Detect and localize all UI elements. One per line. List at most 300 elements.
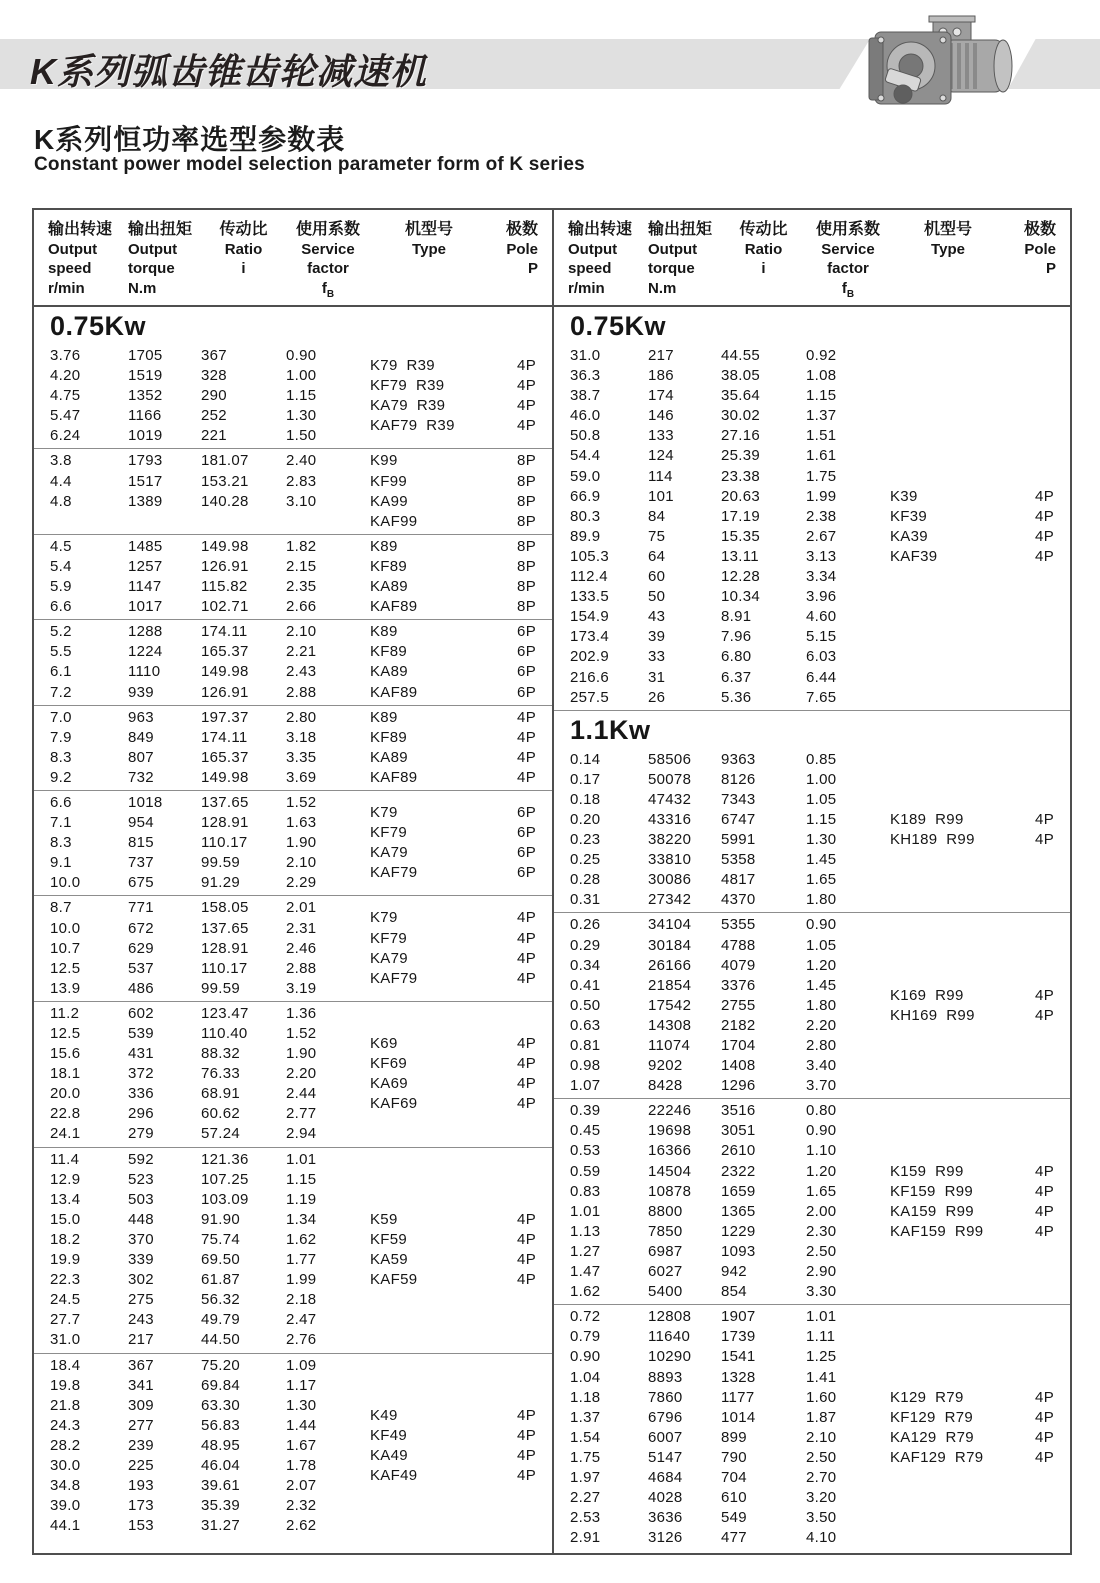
value-ratio: 44.50 — [201, 1331, 241, 1349]
value-factor: 2.77 — [286, 1105, 317, 1123]
value-ratio: 149.98 — [201, 663, 249, 681]
value-torque: 279 — [128, 1125, 154, 1143]
value-torque: 1017 — [128, 598, 163, 616]
value-ratio: 128.91 — [201, 939, 249, 957]
value-factor: 1.20 — [806, 1162, 837, 1180]
value-ratio: 1014 — [721, 1408, 756, 1426]
value-factor: 2.50 — [806, 1448, 837, 1466]
value-factor: 1.15 — [806, 810, 837, 828]
section-title: 1.1Kw — [570, 714, 651, 745]
value-factor: 2.20 — [286, 1065, 317, 1083]
value-ratio: 137.65 — [201, 793, 249, 811]
value-ratio: 110.17 — [201, 834, 248, 852]
type-entry — [370, 1250, 552, 1270]
value-torque: 629 — [128, 939, 154, 957]
pole-value: 4P — [517, 1035, 536, 1053]
pole-value: 4P — [1035, 1388, 1054, 1406]
value-speed: 1.54 — [570, 1428, 601, 1446]
type-name: KF79 — [370, 929, 408, 947]
type-entry — [370, 843, 552, 863]
factor-f: f — [841, 279, 847, 297]
type-name: KF79 R39 — [370, 377, 445, 395]
value-ratio: 75.74 — [201, 1230, 241, 1248]
column-torque — [648, 1307, 721, 1548]
type-name: KF79 — [370, 824, 408, 842]
column-factor — [806, 915, 890, 1096]
value-torque: 43316 — [648, 810, 692, 828]
value-factor: 1.15 — [806, 387, 837, 405]
header-ratio-line: Ratio — [744, 240, 783, 258]
value-torque: 3636 — [648, 1509, 683, 1527]
type-name: KAF129 R79 — [890, 1448, 984, 1466]
value-speed: 1.47 — [570, 1263, 601, 1281]
value-factor: 2.20 — [806, 1016, 837, 1034]
type-entry — [370, 1406, 552, 1426]
table-left-half — [34, 210, 552, 1553]
parameter-block — [34, 705, 552, 790]
value-factor: 3.13 — [806, 547, 837, 565]
column-speed — [34, 708, 128, 788]
value-factor: 2.46 — [286, 939, 317, 957]
value-torque: 954 — [128, 814, 154, 832]
value-torque: 39 — [648, 628, 666, 646]
column-factor — [286, 793, 370, 893]
value-torque: 1352 — [128, 387, 163, 405]
value-speed: 28.2 — [50, 1436, 81, 1454]
value-ratio: 3516 — [721, 1102, 756, 1120]
type-name: KF129 R79 — [890, 1408, 974, 1426]
type-name: K169 R99 — [890, 986, 964, 1004]
value-ratio: 76.33 — [201, 1065, 241, 1083]
value-ratio: 57.24 — [201, 1125, 241, 1143]
type-name: KA79 — [370, 844, 408, 862]
value-ratio: 158.05 — [201, 899, 249, 917]
value-factor: 2.83 — [286, 472, 317, 490]
value-speed: 0.98 — [570, 1057, 601, 1075]
column-factor — [806, 750, 890, 911]
value-factor: 2.32 — [286, 1497, 317, 1515]
column-torque — [128, 793, 201, 893]
header-speed-line: Output — [568, 240, 618, 258]
value-factor: 1.20 — [806, 956, 837, 974]
pole-value: 4P — [517, 1055, 536, 1073]
type-entry — [370, 803, 552, 823]
pole-value: 4P — [1035, 1408, 1054, 1426]
parameter-block — [34, 1001, 552, 1147]
header-factor-line: Service — [301, 240, 355, 258]
value-ratio: 149.98 — [201, 768, 249, 786]
value-ratio: 5358 — [721, 851, 756, 869]
value-ratio: 899 — [721, 1428, 747, 1446]
header-type-line: Type — [931, 240, 965, 258]
column-speed — [554, 750, 648, 911]
type-column — [370, 346, 552, 446]
value-ratio: 6.37 — [721, 668, 752, 686]
header-pole-line: Pole — [506, 240, 538, 258]
value-torque: 602 — [128, 1004, 154, 1022]
pole-value: 6P — [517, 844, 536, 862]
value-speed: 22.8 — [50, 1105, 81, 1123]
value-factor: 1.00 — [806, 770, 837, 788]
column-speed — [554, 915, 648, 1096]
pole-value: 6P — [517, 683, 536, 701]
value-ratio: 1229 — [721, 1222, 756, 1240]
value-ratio: 2755 — [721, 996, 756, 1014]
column-ratio — [201, 1004, 286, 1145]
header-pole — [1006, 220, 1070, 305]
value-ratio: 56.32 — [201, 1291, 241, 1309]
value-ratio: 61.87 — [201, 1271, 241, 1289]
column-speed — [34, 451, 128, 531]
type-name: KA129 R79 — [890, 1428, 974, 1446]
value-factor: 1.30 — [286, 407, 317, 425]
header-ratio-line: Ratio — [224, 240, 263, 258]
value-speed: 0.26 — [570, 916, 601, 934]
value-speed: 257.5 — [570, 688, 610, 706]
value-speed: 7.9 — [50, 728, 72, 746]
value-factor: 2.62 — [286, 1517, 317, 1535]
value-speed: 13.9 — [50, 979, 81, 997]
value-factor: 1.30 — [286, 1396, 317, 1414]
value-factor: 2.70 — [806, 1468, 837, 1486]
column-factor — [286, 537, 370, 617]
header-type-line: 机型号 — [923, 221, 972, 238]
value-factor: 3.35 — [286, 748, 317, 766]
value-factor: 1.65 — [806, 871, 837, 889]
type-name: KF49 — [370, 1426, 408, 1444]
header-speed-line: r/min — [48, 279, 85, 297]
value-ratio: 1704 — [721, 1037, 756, 1054]
value-ratio: 4079 — [721, 956, 756, 974]
value-ratio: 221 — [201, 427, 227, 445]
column-speed — [34, 898, 128, 998]
type-entry — [890, 547, 1070, 567]
value-torque: 503 — [128, 1190, 154, 1208]
column-factor — [286, 898, 370, 998]
value-torque: 939 — [128, 683, 154, 701]
type-entry — [370, 1074, 552, 1094]
value-factor: 3.34 — [806, 568, 837, 586]
value-torque: 84 — [648, 507, 666, 525]
type-entry — [890, 1448, 1070, 1468]
type-entry — [370, 557, 552, 577]
column-torque — [128, 1356, 201, 1537]
value-factor: 2.44 — [286, 1085, 317, 1103]
value-factor: 2.67 — [806, 527, 837, 545]
type-entry — [370, 1094, 552, 1114]
pole-value: 8P — [517, 537, 536, 555]
value-ratio: 174.11 — [201, 623, 248, 641]
type-entry — [370, 949, 552, 969]
value-torque: 4684 — [648, 1468, 683, 1486]
value-torque: 30086 — [648, 871, 692, 889]
value-speed: 5.2 — [50, 623, 72, 641]
type-column — [370, 1356, 552, 1537]
value-torque: 193 — [128, 1477, 154, 1495]
value-torque: 672 — [128, 919, 154, 937]
column-ratio — [201, 537, 286, 617]
value-torque: 1019 — [128, 427, 163, 445]
type-entry — [890, 1222, 1070, 1242]
value-speed: 5.9 — [50, 578, 72, 596]
value-torque: 11640 — [648, 1328, 691, 1346]
value-factor: 2.43 — [286, 663, 317, 681]
type-entry — [370, 662, 552, 682]
type-entry — [370, 472, 552, 492]
value-torque: 33 — [648, 648, 666, 666]
value-factor: 2.18 — [286, 1291, 317, 1309]
value-factor: 2.35 — [286, 578, 317, 596]
value-ratio: 99.59 — [201, 854, 241, 872]
header-speed-line: 输出转速 — [568, 221, 633, 238]
value-speed: 0.72 — [570, 1308, 601, 1326]
value-torque: 1018 — [128, 793, 163, 811]
value-speed: 9.1 — [50, 854, 72, 872]
pole-value: 4P — [1035, 507, 1054, 525]
type-name: KH189 R99 — [890, 831, 975, 849]
value-factor: 4.10 — [806, 1529, 837, 1547]
value-speed: 1.18 — [570, 1388, 601, 1406]
pole-value: 4P — [517, 728, 536, 746]
type-name: KAF39 — [890, 547, 938, 565]
value-speed: 8.7 — [50, 899, 72, 917]
type-name: K89 — [370, 623, 398, 641]
value-speed: 27.7 — [50, 1311, 81, 1329]
header-ratio — [201, 220, 286, 305]
value-factor: 1.10 — [806, 1142, 837, 1160]
value-torque: 114 — [648, 467, 673, 485]
value-factor: 3.18 — [286, 728, 317, 746]
value-torque: 732 — [128, 768, 154, 786]
value-torque: 372 — [128, 1065, 154, 1083]
value-speed: 1.75 — [570, 1448, 601, 1466]
value-torque: 1224 — [128, 643, 163, 661]
value-factor: 2.94 — [286, 1125, 317, 1143]
value-speed: 30.0 — [50, 1456, 81, 1474]
header-torque — [648, 220, 721, 305]
value-factor: 3.40 — [806, 1057, 837, 1075]
value-speed: 12.5 — [50, 959, 81, 977]
type-name: K89 — [370, 708, 398, 726]
value-torque: 217 — [648, 347, 674, 364]
value-speed: 6.24 — [50, 427, 81, 445]
header-pole — [488, 220, 552, 305]
value-speed: 11.2 — [50, 1004, 80, 1022]
value-ratio: 121.36 — [201, 1150, 249, 1168]
value-speed: 39.0 — [50, 1497, 81, 1515]
value-torque: 243 — [128, 1311, 154, 1329]
type-name: KF159 R99 — [890, 1182, 974, 1200]
value-torque: 737 — [128, 854, 154, 872]
value-factor: 2.80 — [806, 1037, 837, 1054]
value-speed: 0.18 — [570, 790, 601, 808]
value-ratio: 88.32 — [201, 1045, 241, 1063]
pole-value: 4P — [1035, 810, 1054, 828]
type-name: KF99 — [370, 472, 408, 490]
value-speed: 4.20 — [50, 367, 81, 385]
pole-value: 4P — [1035, 547, 1054, 565]
value-torque: 6796 — [648, 1408, 683, 1426]
type-column — [370, 537, 552, 617]
column-speed — [34, 1356, 128, 1537]
type-column — [370, 451, 552, 531]
header-ratio-line: 传动比 — [219, 221, 268, 238]
type-name: K49 — [370, 1406, 398, 1424]
pole-value: 4P — [1035, 986, 1054, 1004]
value-torque: 27342 — [648, 891, 692, 909]
type-name: KAF89 — [370, 768, 418, 786]
header-factor-symbol — [286, 279, 370, 305]
type-entry — [370, 1034, 552, 1054]
parameter-block — [554, 1304, 1070, 1550]
value-torque: 675 — [128, 874, 154, 892]
pole-value: 4P — [517, 417, 536, 435]
header-torque-line: 输出扭矩 — [128, 221, 193, 238]
value-ratio: 48.95 — [201, 1436, 241, 1454]
value-factor: 1.99 — [286, 1271, 317, 1289]
power-section — [34, 307, 552, 1538]
type-column — [370, 793, 552, 893]
type-name: KAF79 — [370, 864, 418, 882]
value-speed: 15.6 — [50, 1045, 81, 1063]
pole-value: 4P — [1035, 1202, 1054, 1220]
type-entry — [370, 376, 552, 396]
value-ratio: 103.09 — [201, 1190, 249, 1208]
value-ratio: 91.90 — [201, 1210, 241, 1228]
value-ratio: 69.84 — [201, 1376, 241, 1394]
value-factor: 2.10 — [286, 854, 317, 872]
value-speed: 21.8 — [50, 1396, 81, 1414]
value-speed: 0.17 — [570, 770, 601, 788]
value-speed: 8.3 — [50, 748, 72, 766]
type-entry — [370, 1426, 552, 1446]
type-name: K189 R99 — [890, 810, 964, 828]
value-factor: 0.90 — [286, 347, 317, 364]
type-name: K39 — [890, 487, 918, 505]
header-pole-line: Pole — [1024, 240, 1056, 258]
type-entry — [370, 492, 552, 512]
column-torque — [128, 1004, 201, 1145]
value-factor: 0.85 — [806, 750, 837, 768]
value-speed: 19.8 — [50, 1376, 81, 1394]
pole-value: 4P — [517, 1271, 536, 1289]
type-entry — [370, 1230, 552, 1250]
value-torque: 4028 — [648, 1489, 683, 1507]
parameter-block — [554, 912, 1070, 1098]
value-factor: 1.34 — [286, 1210, 317, 1228]
pole-value: 4P — [517, 1251, 536, 1269]
value-torque: 17542 — [648, 996, 692, 1014]
value-torque: 60 — [648, 568, 666, 586]
parameter-block — [554, 344, 1070, 710]
value-speed: 0.28 — [570, 871, 601, 889]
header-torque — [128, 220, 201, 305]
value-factor: 3.69 — [286, 768, 317, 786]
value-torque: 367 — [128, 1356, 154, 1374]
value-speed: 54.4 — [570, 447, 601, 465]
column-speed — [554, 1101, 648, 1302]
value-ratio: 35.39 — [201, 1497, 241, 1515]
pole-value: 4P — [517, 1406, 536, 1424]
value-factor: 1.65 — [806, 1182, 837, 1200]
power-section — [554, 307, 1070, 710]
value-ratio: 56.83 — [201, 1416, 241, 1434]
type-entry — [370, 929, 552, 949]
type-entry — [890, 1006, 1070, 1026]
value-speed: 112.4 — [570, 568, 608, 586]
value-factor: 1.78 — [286, 1456, 317, 1474]
pole-value: 4P — [517, 949, 536, 967]
value-torque: 6027 — [648, 1263, 683, 1281]
type-name: KAF59 — [370, 1271, 418, 1289]
value-torque: 133 — [648, 427, 674, 445]
value-factor: 2.07 — [286, 1477, 317, 1495]
type-name: K79 — [370, 909, 398, 927]
value-speed: 18.4 — [50, 1356, 81, 1374]
pole-value: 4P — [1035, 527, 1054, 545]
type-entry — [890, 810, 1070, 830]
column-ratio — [721, 915, 806, 1096]
value-factor: 1.90 — [286, 834, 317, 852]
type-name: KAF89 — [370, 683, 418, 701]
value-factor: 1.30 — [806, 831, 837, 849]
type-entry — [370, 416, 552, 436]
value-torque: 5400 — [648, 1283, 683, 1301]
value-speed: 24.5 — [50, 1291, 81, 1309]
section-title: 0.75Kw — [570, 311, 667, 341]
parameter-block — [34, 619, 552, 704]
pole-value: 4P — [517, 1095, 536, 1113]
column-speed — [34, 793, 128, 893]
parameter-block — [554, 748, 1070, 913]
value-factor: 3.50 — [806, 1509, 837, 1527]
value-factor: 3.96 — [806, 588, 837, 606]
value-speed: 0.14 — [570, 750, 601, 768]
value-factor: 2.38 — [806, 507, 837, 525]
value-ratio: 1541 — [721, 1348, 756, 1366]
header-speed — [34, 220, 128, 305]
type-name: K129 R79 — [890, 1388, 964, 1406]
type-entry — [890, 830, 1070, 850]
column-speed — [34, 622, 128, 702]
column-factor — [286, 622, 370, 702]
value-factor: 2.29 — [286, 874, 317, 892]
value-torque: 75 — [648, 527, 666, 545]
type-column — [890, 346, 1070, 708]
value-torque: 309 — [128, 1396, 154, 1414]
value-torque: 22246 — [648, 1102, 692, 1120]
header-torque-line: torque — [648, 260, 695, 277]
value-ratio: 99.59 — [201, 979, 241, 997]
value-ratio: 2610 — [721, 1142, 756, 1160]
value-ratio: 3051 — [721, 1122, 756, 1140]
header-pole-line: 极数 — [1023, 221, 1056, 238]
parameter-table — [32, 208, 1072, 1555]
value-speed: 0.63 — [570, 1016, 601, 1034]
value-ratio: 126.91 — [201, 683, 249, 701]
value-ratio: 174.11 — [201, 728, 248, 746]
value-factor: 1.44 — [286, 1416, 317, 1434]
value-ratio: 8.91 — [721, 608, 752, 626]
value-speed: 0.41 — [570, 976, 601, 994]
pole-value: 4P — [517, 929, 536, 947]
value-ratio: 367 — [201, 347, 227, 364]
pole-value: 8P — [517, 472, 536, 490]
value-speed: 2.53 — [570, 1509, 601, 1527]
pole-value: 6P — [517, 663, 536, 681]
pole-value: 6P — [517, 623, 536, 641]
pole-value: 4P — [517, 969, 536, 987]
